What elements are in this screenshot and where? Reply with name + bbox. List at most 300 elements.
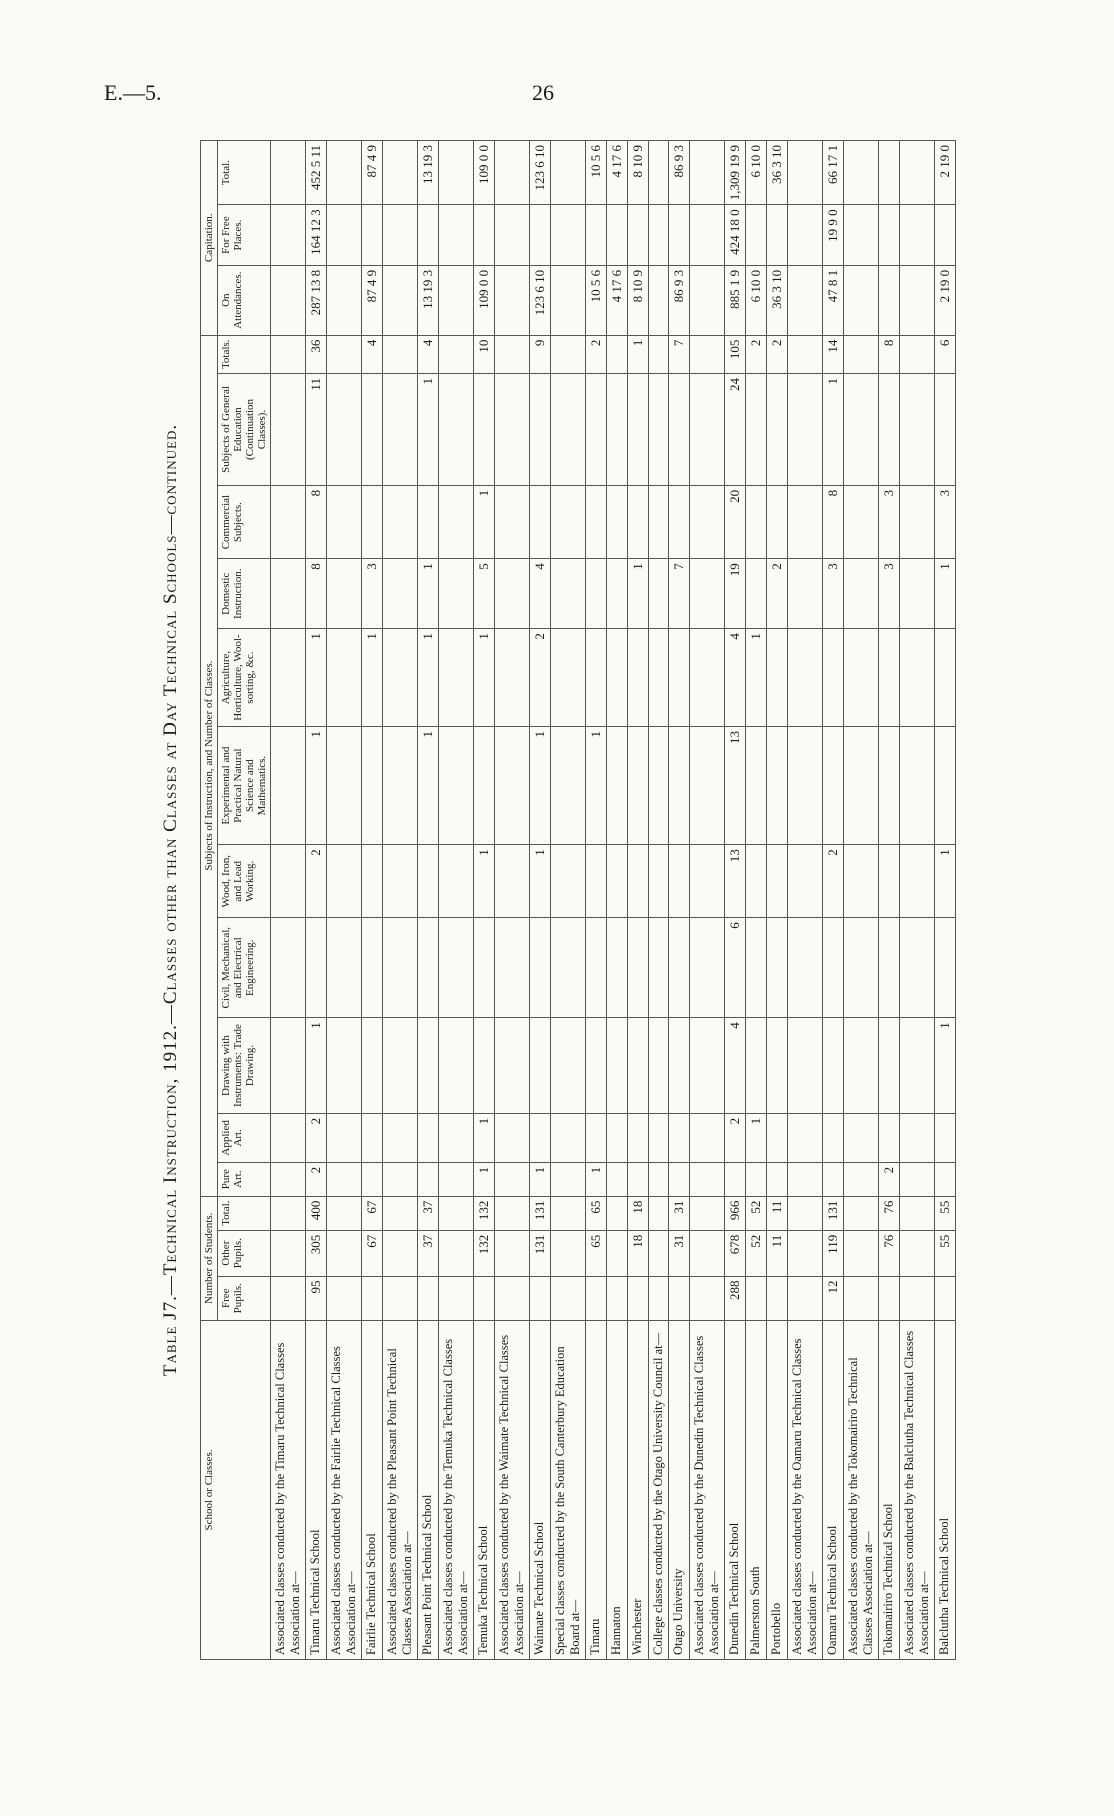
value-cell: 47 8 1 — [823, 265, 844, 335]
value-cell: 11 — [767, 1196, 788, 1230]
value-cell: 3 — [362, 559, 383, 629]
value-cell — [690, 485, 725, 558]
value-cell — [746, 1162, 767, 1196]
value-cell — [551, 374, 586, 486]
table-title: Table J7.—Technical Instruction, 1912.—Classes other than Classes at Day Technical Schools—continued. — [160, 423, 181, 1377]
value-cell — [935, 1276, 956, 1320]
value-cell — [669, 205, 690, 265]
value-cell: 4 — [725, 1018, 746, 1114]
school-cell: Otago University — [669, 1321, 690, 1660]
value-cell — [767, 205, 788, 265]
value-cell — [530, 205, 551, 265]
table-row — [551, 141, 586, 1660]
value-cell — [271, 205, 306, 265]
value-cell — [844, 629, 879, 727]
value-cell — [844, 335, 879, 373]
col-free-places: For Free Places. — [218, 205, 271, 265]
value-cell — [271, 1230, 306, 1276]
value-cell: 95 — [306, 1276, 327, 1320]
value-cell — [767, 485, 788, 558]
value-cell — [900, 1113, 935, 1162]
value-cell: 109 0 0 — [474, 265, 495, 335]
value-cell — [327, 141, 362, 205]
value-cell — [362, 1162, 383, 1196]
value-cell — [439, 141, 474, 205]
value-cell: 65 — [586, 1230, 607, 1276]
value-cell — [495, 1276, 530, 1320]
school-cell: College classes conducted by the Otago University Council at— — [649, 1321, 669, 1660]
value-cell — [900, 1230, 935, 1276]
value-cell — [690, 1196, 725, 1230]
value-cell — [607, 205, 628, 265]
value-cell: 10 — [474, 335, 495, 373]
value-cell — [844, 845, 879, 918]
value-cell — [439, 726, 474, 844]
value-cell: 1 — [628, 335, 649, 373]
value-cell — [383, 335, 418, 373]
value-cell — [530, 1113, 551, 1162]
col-applied-art: Applied Art. — [218, 1113, 271, 1162]
value-cell — [669, 374, 690, 486]
value-cell — [327, 1276, 362, 1320]
table-row — [439, 141, 474, 1660]
value-cell: 66 17 1 — [823, 141, 844, 205]
header-row-1 — [201, 141, 218, 1660]
value-cell — [474, 1276, 495, 1320]
value-cell — [935, 374, 956, 486]
value-cell: 2 — [767, 335, 788, 373]
value-cell — [746, 559, 767, 629]
value-cell: 1,309 19 9 — [725, 141, 746, 205]
value-cell — [844, 1162, 879, 1196]
value-cell: 123 6 10 — [530, 141, 551, 205]
value-cell — [879, 726, 900, 844]
value-cell: 109 0 0 — [474, 141, 495, 205]
value-cell — [362, 205, 383, 265]
value-cell — [649, 1018, 669, 1114]
value-cell — [495, 559, 530, 629]
value-cell — [530, 374, 551, 486]
value-cell — [844, 374, 879, 486]
value-cell — [746, 918, 767, 1018]
col-students-total: Total. — [218, 1196, 271, 1230]
value-cell — [439, 1196, 474, 1230]
value-cell — [900, 1162, 935, 1196]
value-cell: 13 19 3 — [418, 141, 439, 205]
table-row — [725, 141, 746, 1660]
value-cell — [746, 1276, 767, 1320]
value-cell: 2 — [586, 335, 607, 373]
value-cell: 18 — [628, 1230, 649, 1276]
value-cell — [935, 726, 956, 844]
page-number: 26 — [532, 80, 554, 105]
value-cell: 1 — [935, 559, 956, 629]
value-cell: 10 5 6 — [586, 141, 607, 205]
school-cell: Associated classes conducted by the Tokomairiro Technical Classes Association at— — [844, 1321, 879, 1660]
school-cell: Associated classes conducted by the Balclutha Technical Classes Association at— — [900, 1321, 935, 1660]
value-cell: 1 — [306, 629, 327, 727]
table-row — [767, 141, 788, 1660]
value-cell: 1 — [306, 1018, 327, 1114]
value-cell — [788, 559, 823, 629]
value-cell — [551, 1230, 586, 1276]
value-cell — [879, 1113, 900, 1162]
value-cell: 1 — [418, 629, 439, 727]
value-cell — [439, 629, 474, 727]
value-cell — [586, 374, 607, 486]
value-cell — [271, 726, 306, 844]
value-cell — [607, 845, 628, 918]
value-cell — [823, 629, 844, 727]
school-cell: Dunedin Technical School — [725, 1321, 746, 1660]
value-cell: 36 3 10 — [767, 265, 788, 335]
value-cell — [690, 845, 725, 918]
value-cell — [879, 374, 900, 486]
school-cell: Waimate Technical School — [530, 1321, 551, 1660]
value-cell — [362, 726, 383, 844]
value-cell — [879, 205, 900, 265]
value-cell — [327, 335, 362, 373]
value-cell — [439, 1113, 474, 1162]
value-cell — [788, 335, 823, 373]
value-cell — [788, 205, 823, 265]
value-cell — [900, 629, 935, 727]
value-cell — [495, 726, 530, 844]
value-cell — [383, 141, 418, 205]
value-cell — [690, 726, 725, 844]
value-cell — [690, 559, 725, 629]
value-cell: 123 6 10 — [530, 265, 551, 335]
value-cell — [607, 1276, 628, 1320]
value-cell — [586, 1018, 607, 1114]
value-cell — [788, 1162, 823, 1196]
value-cell: 1 — [530, 845, 551, 918]
value-cell — [669, 1018, 690, 1114]
value-cell — [495, 205, 530, 265]
value-cell: 2 — [767, 559, 788, 629]
value-cell — [690, 141, 725, 205]
value-cell — [607, 485, 628, 558]
school-cell: Special classes conducted by the South Canterbury Education Board at— — [551, 1321, 586, 1660]
value-cell — [551, 485, 586, 558]
value-cell — [551, 1113, 586, 1162]
value-cell — [495, 918, 530, 1018]
value-cell — [551, 1162, 586, 1196]
value-cell — [844, 1018, 879, 1114]
value-cell — [418, 1162, 439, 1196]
value-cell — [551, 726, 586, 844]
value-cell: 87 4 9 — [362, 141, 383, 205]
school-cell: Timaru Technical School — [306, 1321, 327, 1660]
value-cell — [649, 845, 669, 918]
value-cell: 52 — [746, 1196, 767, 1230]
value-cell: 67 — [362, 1230, 383, 1276]
value-cell — [649, 1230, 669, 1276]
value-cell: 13 — [725, 845, 746, 918]
value-cell — [607, 1230, 628, 1276]
value-cell — [551, 265, 586, 335]
value-cell — [551, 629, 586, 727]
value-cell: 4 17 6 — [607, 141, 628, 205]
value-cell — [935, 629, 956, 727]
value-cell — [690, 1276, 725, 1320]
table-row — [900, 141, 935, 1660]
value-cell — [767, 1162, 788, 1196]
value-cell — [362, 918, 383, 1018]
school-cell: Portobello — [767, 1321, 788, 1660]
value-cell: 31 — [669, 1196, 690, 1230]
table-row — [669, 141, 690, 1660]
value-cell: 131 — [530, 1196, 551, 1230]
value-cell — [271, 141, 306, 205]
value-cell: 65 — [586, 1196, 607, 1230]
value-cell: 31 — [669, 1230, 690, 1276]
value-cell — [271, 559, 306, 629]
col-on-attendances: On Attendances. — [218, 265, 271, 335]
value-cell — [439, 845, 474, 918]
value-cell — [788, 1196, 823, 1230]
value-cell: 287 13 8 — [306, 265, 327, 335]
value-cell — [607, 918, 628, 1018]
value-cell — [725, 1162, 746, 1196]
table-row — [746, 141, 767, 1660]
value-cell — [383, 1162, 418, 1196]
value-cell: 4 17 6 — [607, 265, 628, 335]
value-cell — [271, 374, 306, 486]
value-cell: 2 — [746, 335, 767, 373]
value-cell: 8 — [823, 485, 844, 558]
table-row — [628, 141, 649, 1660]
value-cell — [649, 141, 669, 205]
col-students-group: Number of Students. — [201, 1196, 218, 1320]
col-pure-art: Pure Art. — [218, 1162, 271, 1196]
value-cell — [495, 845, 530, 918]
value-cell — [823, 1162, 844, 1196]
value-cell — [383, 1113, 418, 1162]
col-commercial: Commercial Subjects. — [218, 485, 271, 558]
table-row — [649, 141, 669, 1660]
value-cell: 13 19 3 — [418, 265, 439, 335]
value-cell — [788, 1276, 823, 1320]
value-cell — [271, 1276, 306, 1320]
value-cell: 55 — [935, 1230, 956, 1276]
school-cell: Fairlie Technical School — [362, 1321, 383, 1660]
value-cell — [530, 1018, 551, 1114]
value-cell: 8 — [879, 335, 900, 373]
value-cell — [551, 918, 586, 1018]
table-row — [495, 141, 530, 1660]
value-cell — [900, 485, 935, 558]
value-cell — [649, 485, 669, 558]
value-cell — [900, 1018, 935, 1114]
col-agriculture: Agriculture, Horticulture, Wool-sorting, &c. — [218, 629, 271, 727]
value-cell — [669, 845, 690, 918]
value-cell: 24 — [725, 374, 746, 486]
value-cell: 87 4 9 — [362, 265, 383, 335]
value-cell — [844, 1196, 879, 1230]
value-cell — [495, 335, 530, 373]
value-cell — [900, 374, 935, 486]
value-cell — [439, 1276, 474, 1320]
value-cell — [495, 141, 530, 205]
value-cell — [362, 1276, 383, 1320]
value-cell — [586, 918, 607, 1018]
value-cell — [628, 918, 649, 1018]
value-cell: 1 — [418, 374, 439, 486]
value-cell — [607, 1113, 628, 1162]
value-cell — [383, 918, 418, 1018]
value-cell — [327, 1230, 362, 1276]
value-cell — [746, 726, 767, 844]
value-cell — [474, 374, 495, 486]
value-cell: 1 — [530, 726, 551, 844]
value-cell — [788, 726, 823, 844]
value-cell — [690, 1162, 725, 1196]
value-cell — [383, 205, 418, 265]
school-cell: Winchester — [628, 1321, 649, 1660]
value-cell: 1 — [474, 1162, 495, 1196]
table-row — [271, 141, 306, 1660]
value-cell — [746, 1018, 767, 1114]
value-cell — [551, 335, 586, 373]
value-cell: 4 — [362, 335, 383, 373]
value-cell: 11 — [767, 1230, 788, 1276]
value-cell: 4 — [418, 335, 439, 373]
value-cell — [669, 1113, 690, 1162]
value-cell: 1 — [746, 629, 767, 727]
value-cell — [844, 1113, 879, 1162]
value-cell — [271, 1196, 306, 1230]
value-cell: 36 3 10 — [767, 141, 788, 205]
value-cell — [649, 265, 669, 335]
value-cell — [327, 1018, 362, 1114]
value-cell — [746, 485, 767, 558]
col-domestic: Domestic Instruction. — [218, 559, 271, 629]
value-cell — [271, 485, 306, 558]
value-cell: 5 — [474, 559, 495, 629]
value-cell: 119 — [823, 1230, 844, 1276]
value-cell — [900, 726, 935, 844]
col-engineering: Civil, Mechanical, and Electrical Engineering. — [218, 918, 271, 1018]
value-cell: 10 5 6 — [586, 265, 607, 335]
value-cell: 1 — [474, 629, 495, 727]
value-cell — [788, 918, 823, 1018]
value-cell: 6 10 0 — [746, 265, 767, 335]
value-cell — [607, 374, 628, 486]
value-cell: 3 — [879, 485, 900, 558]
value-cell — [669, 485, 690, 558]
value-cell — [607, 1018, 628, 1114]
value-cell — [271, 1113, 306, 1162]
table-row — [362, 141, 383, 1660]
value-cell — [607, 559, 628, 629]
value-cell — [879, 1018, 900, 1114]
value-cell: 8 10 9 — [628, 265, 649, 335]
value-cell: 36 — [306, 335, 327, 373]
value-cell — [586, 845, 607, 918]
value-cell: 55 — [935, 1196, 956, 1230]
value-cell: 400 — [306, 1196, 327, 1230]
value-cell: 1 — [474, 845, 495, 918]
value-cell — [271, 335, 306, 373]
value-cell — [788, 1113, 823, 1162]
table-row — [788, 141, 823, 1660]
value-cell — [669, 1276, 690, 1320]
value-cell — [607, 1162, 628, 1196]
value-cell — [362, 374, 383, 486]
value-cell — [439, 559, 474, 629]
value-cell — [788, 485, 823, 558]
value-cell — [551, 205, 586, 265]
value-cell — [823, 1113, 844, 1162]
value-cell — [879, 141, 900, 205]
value-cell — [474, 726, 495, 844]
value-cell: 132 — [474, 1230, 495, 1276]
value-cell — [383, 1018, 418, 1114]
value-cell — [530, 1276, 551, 1320]
value-cell — [439, 1230, 474, 1276]
value-cell — [439, 485, 474, 558]
value-cell — [628, 1276, 649, 1320]
value-cell — [271, 918, 306, 1018]
table-row — [607, 141, 628, 1660]
value-cell — [327, 918, 362, 1018]
value-cell — [439, 265, 474, 335]
col-general-education: Subjects of General Education (Continuation Classes). — [218, 374, 271, 486]
value-cell: 13 — [725, 726, 746, 844]
value-cell — [418, 485, 439, 558]
value-cell: 20 — [725, 485, 746, 558]
school-cell: Oamaru Technical School — [823, 1321, 844, 1660]
school-cell: Balclutha Technical School — [935, 1321, 956, 1660]
table-row — [879, 141, 900, 1660]
value-cell: 1 — [362, 629, 383, 727]
value-cell — [690, 1230, 725, 1276]
value-cell — [900, 845, 935, 918]
value-cell — [418, 205, 439, 265]
table-row — [530, 141, 551, 1660]
value-cell — [900, 335, 935, 373]
value-cell: 2 — [306, 1162, 327, 1196]
value-cell: 424 18 0 — [725, 205, 746, 265]
value-cell — [551, 1018, 586, 1114]
value-cell — [271, 629, 306, 727]
value-cell — [823, 726, 844, 844]
value-cell — [439, 918, 474, 1018]
value-cell — [586, 559, 607, 629]
value-cell: 12 — [823, 1276, 844, 1320]
value-cell — [767, 726, 788, 844]
value-cell — [586, 1113, 607, 1162]
value-cell — [628, 726, 649, 844]
value-cell — [879, 629, 900, 727]
value-cell — [628, 205, 649, 265]
value-cell: 86 9 3 — [669, 265, 690, 335]
value-cell — [690, 265, 725, 335]
col-wood-iron: Wood, Iron, and Lead Working. — [218, 845, 271, 918]
value-cell — [823, 1018, 844, 1114]
value-cell: 2 19 0 — [935, 141, 956, 205]
value-cell: 678 — [725, 1230, 746, 1276]
value-cell — [649, 1276, 669, 1320]
col-capitation-group: Capitation. — [201, 141, 218, 336]
table-row — [306, 141, 327, 1660]
value-cell — [628, 374, 649, 486]
value-cell: 52 — [746, 1230, 767, 1276]
value-cell — [628, 629, 649, 727]
table-row — [690, 141, 725, 1660]
value-cell: 6 10 0 — [746, 141, 767, 205]
